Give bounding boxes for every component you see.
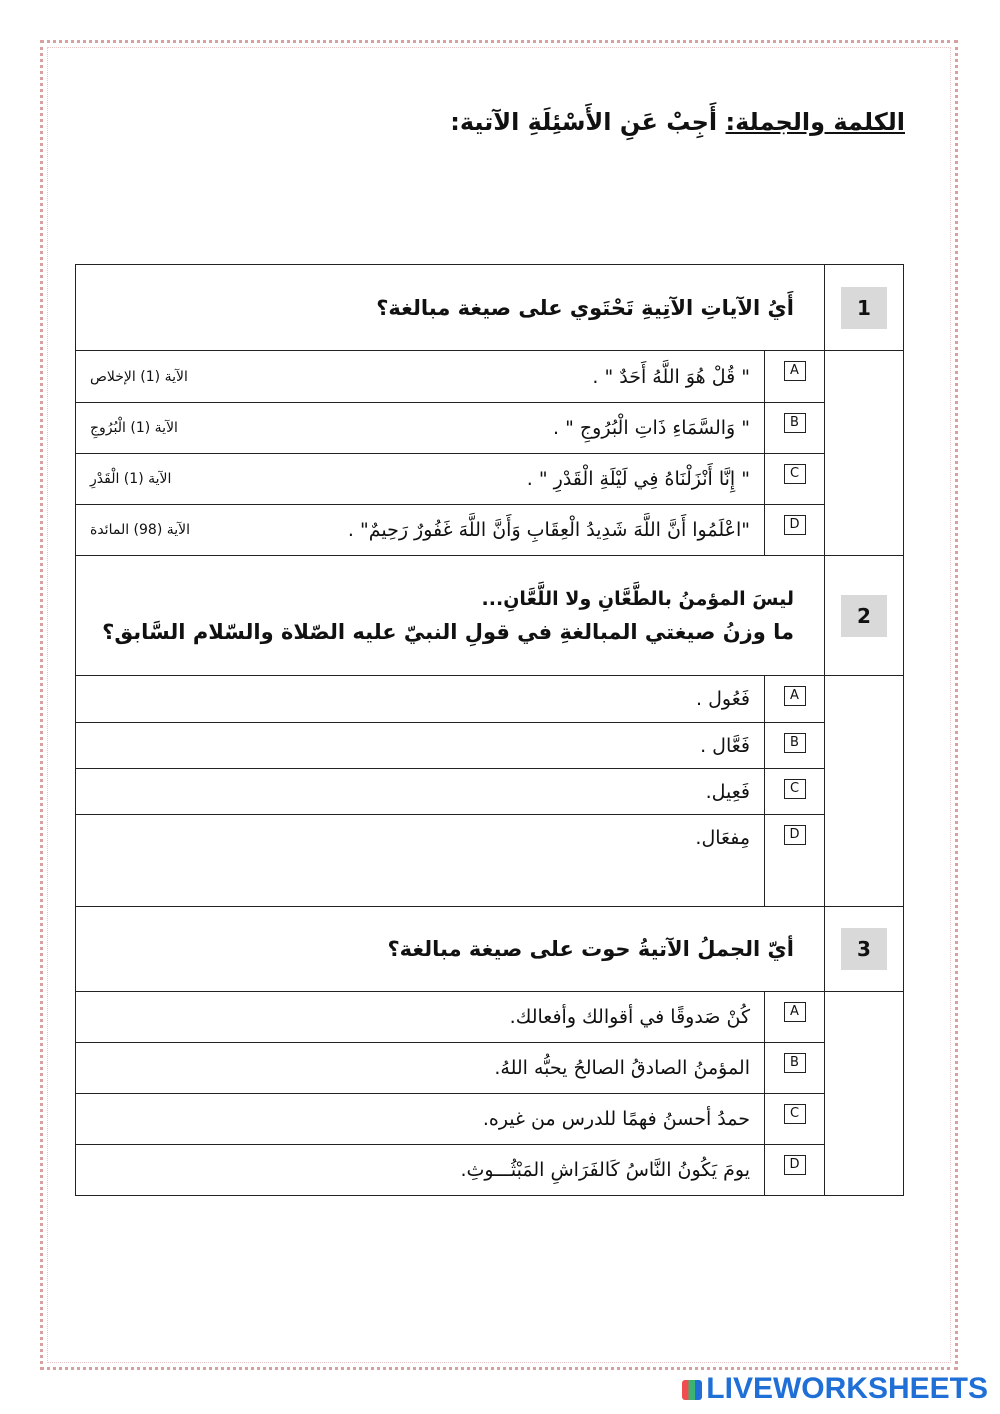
logo-icon xyxy=(682,1380,702,1400)
option-text[interactable]: حمدُ أحسنُ فهمًا للدرس من غيره. xyxy=(76,1094,765,1145)
option-letter[interactable]: D xyxy=(784,1155,806,1175)
option-label: " قُلْ هُوَ اللَّهُ أَحَدٌ " . xyxy=(592,365,750,388)
question-number-cell xyxy=(825,265,904,351)
question-text xyxy=(76,556,825,676)
title-instruction: أَجِبْ عَنِ الأَسْئِلَةِ الآتية: xyxy=(450,108,718,136)
option-row[interactable] xyxy=(76,403,904,454)
verse-reference: الآية (1) الْبُرُوجِ xyxy=(90,420,178,436)
question-number: 2 xyxy=(841,595,887,637)
option-spacer xyxy=(825,992,904,1196)
option-letter[interactable]: A xyxy=(784,361,806,381)
option-row[interactable] xyxy=(76,351,904,403)
option-text[interactable]: يومَ يَكُونُ النَّاسُ كَالفَرَاشِ المَبْثُـــوثِ. xyxy=(76,1145,765,1196)
liveworksheets-logo xyxy=(682,1372,988,1406)
option-row[interactable] xyxy=(76,676,904,723)
option-text[interactable]: المؤمنُ الصادقُ الصالحُ يحبُّه اللهُ. xyxy=(76,1043,765,1094)
option-text[interactable]: فَعُول . xyxy=(76,676,765,723)
option-row[interactable] xyxy=(76,1145,904,1196)
option-label: " وَالسَّمَاءِ ذَاتِ الْبُرُوجِ " . xyxy=(553,417,750,439)
question-row-3 xyxy=(76,907,904,992)
question-number: 3 xyxy=(841,928,887,970)
question-number: 1 xyxy=(841,287,887,329)
option-row[interactable] xyxy=(76,505,904,556)
option-letter[interactable]: D xyxy=(784,825,806,845)
option-text[interactable]: فَعَّال . xyxy=(76,723,765,769)
title-topic: الكلمة والجملة: xyxy=(725,108,905,136)
option-letter[interactable]: D xyxy=(784,515,806,535)
option-text[interactable] xyxy=(76,351,765,403)
option-letter[interactable]: B xyxy=(784,1053,806,1073)
option-letter[interactable]: C xyxy=(784,464,806,484)
option-row[interactable] xyxy=(76,769,904,815)
questions-table xyxy=(75,264,904,1196)
option-text[interactable] xyxy=(76,505,765,556)
option-letter[interactable]: C xyxy=(784,1104,806,1124)
question-row-1 xyxy=(76,265,904,351)
question-text: أَيُ الآياتِ الآتِيةِ تَحْتَوي على صيغة مبالغة؟ xyxy=(76,265,825,351)
page-title xyxy=(450,108,905,136)
option-letter[interactable]: A xyxy=(784,1002,806,1022)
option-spacer xyxy=(825,676,904,907)
question-row-2 xyxy=(76,556,904,676)
option-row[interactable] xyxy=(76,992,904,1043)
question-number-cell xyxy=(825,556,904,676)
logo-text: LIVEWORKSHEETS xyxy=(706,1372,988,1405)
option-spacer xyxy=(825,351,904,556)
option-letter[interactable]: B xyxy=(784,733,806,753)
verse-reference: الآية (98) المائدة xyxy=(90,522,191,538)
option-text[interactable] xyxy=(76,403,765,454)
option-row[interactable] xyxy=(76,1043,904,1094)
verse-reference: الآية (1) الإخلاص xyxy=(90,368,188,385)
option-text[interactable]: كُنْ صَدوقًا في أقوالك وأفعالك. xyxy=(76,992,765,1043)
option-row[interactable] xyxy=(76,454,904,505)
option-text[interactable] xyxy=(76,454,765,505)
option-label: " إِنَّا أَنْزَلْنَاهُ فِي لَيْلَةِ الْقَدْرِ " . xyxy=(526,468,750,490)
option-row[interactable] xyxy=(76,1094,904,1145)
option-row[interactable] xyxy=(76,815,904,907)
option-letter[interactable]: A xyxy=(784,686,806,706)
question-line: ما وزنُ صيغتي المبالغةِ في قولِ النبيّ عليه الصّلاة والسّلام السَّابق؟ xyxy=(102,619,794,644)
option-letter[interactable]: C xyxy=(784,779,806,799)
verse-reference: الآية (1) الْقَدْرِ xyxy=(90,471,172,487)
question-number-cell xyxy=(825,907,904,992)
option-letter[interactable]: B xyxy=(784,413,806,433)
hadith-line: ليسَ المؤمنُ بالطَّعَّانِ ولا اللَّعَّانِ... xyxy=(481,587,794,610)
option-row[interactable] xyxy=(76,723,904,769)
option-text[interactable]: مِفعَال. xyxy=(76,815,765,907)
question-text: أيّ الجملُ الآتيةُ حوت على صيغة مبالغة؟ xyxy=(76,907,825,992)
option-text[interactable]: فَعِيل. xyxy=(76,769,765,815)
option-label: "اعْلَمُوا أَنَّ اللَّهَ شَدِيدُ الْعِقَابِ وَأَنَّ اللَّهَ غَفُورٌ رَحِيمٌ" . xyxy=(347,519,750,541)
